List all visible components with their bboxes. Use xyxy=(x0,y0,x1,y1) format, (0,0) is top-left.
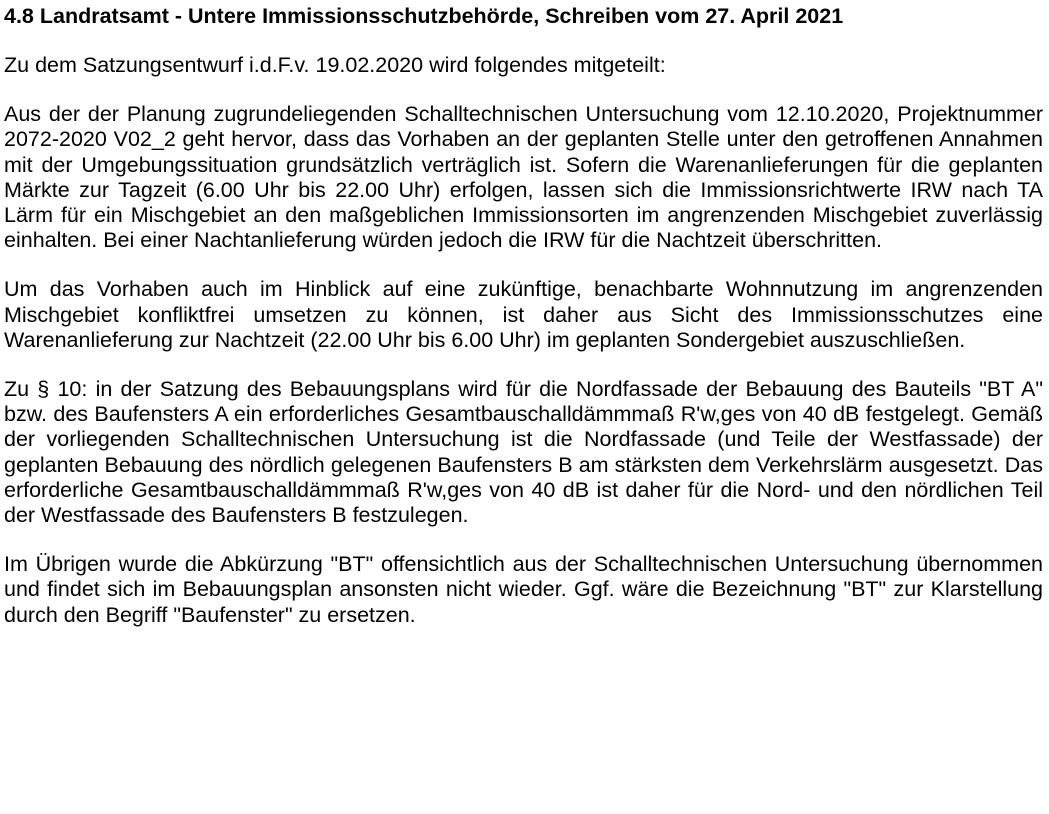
paragraph-nachtanlieferung-ausschluss: Um das Vorhaben auch im Hinblick auf eine zukünftige, benachbarte Wohnnutzung im angrenzenden Mischgebiet konfliktfrei umsetzen zu können, ist daher aus Sicht des Immissionsschutzes eine Warenanlieferung zur Nachtzeit (22.00 Uhr bis 6.00 Uhr) im geplanten Sondergebiet auszuschließen. xyxy=(4,277,1043,352)
paragraph-schalltechnische-untersuchung: Aus der der Planung zugrundeliegenden Schalltechnischen Untersuchung vom 12.10.2020, Projektnummer 2072-2020 V02_2 geht hervor, dass das Vorhaben an der geplanten Stelle unter den getroffenen Annahmen mit der Umgebungssituation grundsätzlich verträglich ist. Sofern die Warenanlieferungen für die geplanten Märkte zur Tagzeit (6.00 Uhr bis 22.00 Uhr) erfolgen, lassen sich die Immissionsrichtwerte IRW nach TA Lärm für ein Mischgebiet an den maßgeblichen Immissionsorten im angrenzenden Mischgebiet zuverlässig einhalten. Bei einer Nachtanlieferung würden jedoch die IRW für die Nachtzeit überschritten. xyxy=(4,102,1043,253)
intro-paragraph: Zu dem Satzungsentwurf i.d.F.v. 19.02.2020 wird folgendes mitgeteilt: xyxy=(4,53,666,77)
paragraph-abkuerzung-bt: Im Übrigen wurde die Abkürzung "BT" offensichtlich aus der Schalltechnischen Untersuchung übernommen und findet sich im Bebauungsplan ansonsten nicht wieder. Ggf. wäre die Bezeichnung "BT" zur Klarstellung durch den Begriff "Baufenster" zu ersetzen. xyxy=(4,552,1043,627)
section-heading: 4.8 Landratsamt - Untere Immissionsschutzbehörde, Schreiben vom 27. April 2021 xyxy=(4,4,844,28)
paragraph-paragraph-10-schalldaemmmass: Zu § 10: in der Satzung des Bebauungsplans wird für die Nordfassade der Bebauung des Bauteils "BT A" bzw. des Baufensters A ein erforderliches Gesamtbauschalldämmmaß R'w,ges von 40 dB festgelegt. Gemäß der vorliegenden Schalltechnischen Untersuchung ist die Nordfassade (und Teile der Westfassade) der geplanten Bebauung des nördlich gelegenen Baufensters B am stärksten dem Verkehrslärm ausgesetzt. Das erforderliche Gesamtbauschalldämmmaß R'w,ges von 40 dB ist daher für die Nord- und den nördlichen Teil der Westfassade des Baufensters B festzulegen. xyxy=(4,377,1043,528)
